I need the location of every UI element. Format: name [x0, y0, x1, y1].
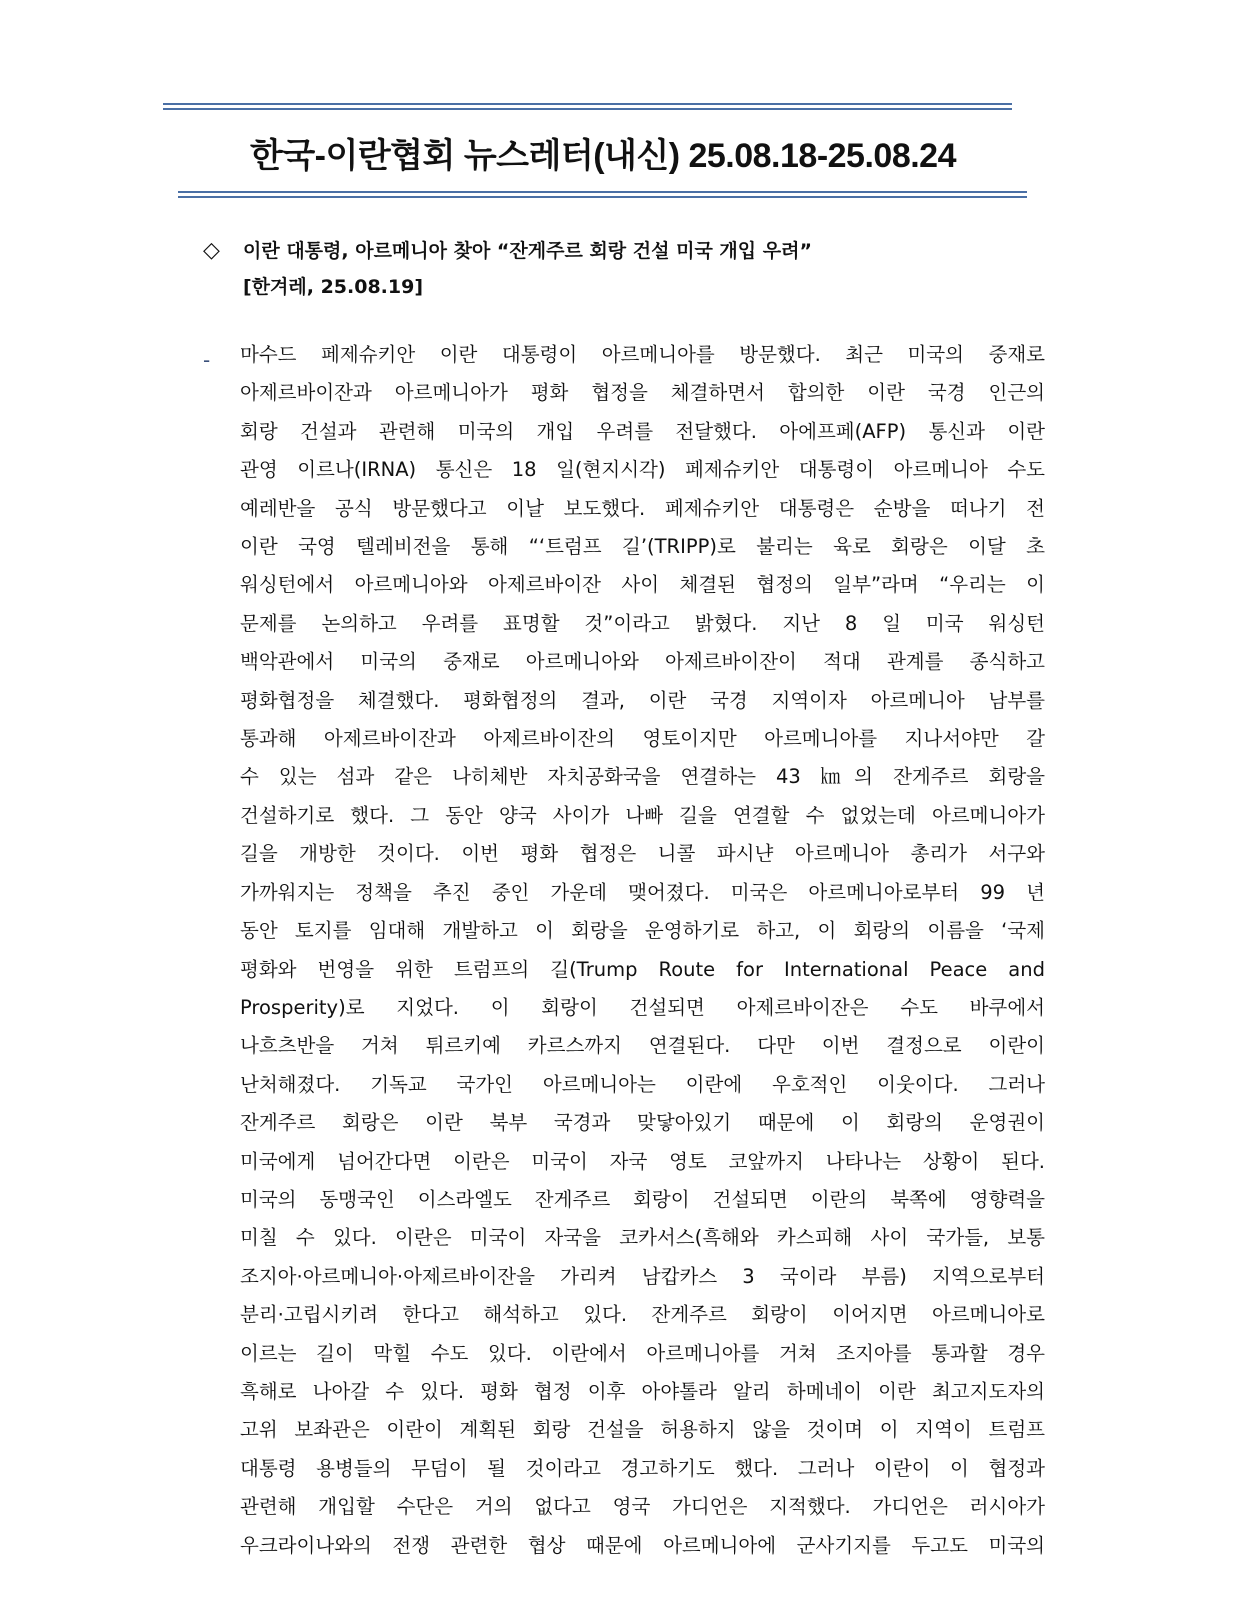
body-line: 우크라이나와의 전쟁 관련한 협상 때문에 아르메니아에 군사기지를 두고도 미국의: [240, 1533, 1045, 1557]
body-line: 고위 보좌관은 이란이 계획된 회랑 건설을 허용하지 않을 것이며 이 지역이 트럼프: [240, 1418, 1045, 1442]
body-line: 통과해 아제르바이잔과 아제르바이잔의 영토이지만 아르메니아를 지나서야만 갈: [240, 727, 1045, 751]
body-line: 평화협정을 체결했다. 평화협정의 결과, 이란 국경 지역이자 아르메니아 남부를: [240, 688, 1045, 712]
body-line: 가까워지는 정책을 추진 중인 가운데 맺어졌다. 미국은 아르메니아로부터 99 년: [240, 880, 1045, 904]
body-line: 대통령 용병들의 무덤이 될 것이라고 경고하기도 했다. 그러나 이란이 이 협정과: [240, 1456, 1045, 1480]
body-line: 미국에게 넘어간다면 이란은 미국이 자국 영토 코앞까지 나타나는 상황이 된다.: [240, 1149, 1045, 1173]
body-line: 미칠 수 있다. 이란은 미국이 자국을 코카서스(흑해와 카스피해 사이 국가들, 보통: [240, 1226, 1045, 1250]
body-line: 이르는 길이 막힐 수도 있다. 이란에서 아르메니아를 거쳐 조지아를 통과할 경우: [240, 1341, 1045, 1365]
article-body: [240, 336, 1045, 1606]
body-line: 나흐츠반을 거쳐 튀르키예 카르스까지 연결된다. 다만 이번 결정으로 이란이: [240, 1034, 1045, 1058]
body-line: 분리·고립시키려 한다고 해석하고 있다. 잔게주르 회랑이 이어지면 아르메니아로: [240, 1303, 1045, 1327]
body-line: 잔게주르 회랑은 이란 북부 국경과 맞닿아있기 때문에 이 회랑의 운영권이: [240, 1111, 1045, 1135]
body-line: 난처해졌다. 기독교 국가인 아르메니아는 이란에 우호적인 이웃이다. 그러나: [240, 1072, 1045, 1096]
body-line: 워싱턴에서 아르메니아와 아제르바이잔 사이 체결된 협정의 일부”라며 “우리는 이: [240, 573, 1045, 597]
body-line: 백악관에서 미국의 중재로 아르메니아와 아제르바이잔이 적대 관계를 종식하고: [240, 650, 1045, 674]
body-line: 관련해 개입할 수단은 거의 없다고 영국 가디언은 지적했다. 가디언은 러시아가: [240, 1495, 1045, 1519]
body-line: 회랑 건설과 관련해 미국의 개입 우려를 전달했다. 아에프페(AFP) 통신과 이란: [240, 419, 1045, 443]
body-line: 마수드 페제슈키안 이란 대통령이 아르메니아를 방문했다. 최근 미국의 중재로: [240, 343, 1045, 366]
body-line: 관영 이르나(IRNA) 통신은 18 일(현지시각) 페제슈키안 대통령이 아르메니아 수도: [240, 458, 1045, 482]
article-source: [한겨레, 25.08.19]: [243, 276, 424, 298]
body-line: 수 있는 섬과 같은 나히체반 자치공화국을 연결하는 43 ㎞의 잔게주르 회랑을: [240, 765, 1045, 789]
body-line: 아제르바이잔과 아르메니아가 평화 협정을 체결하면서 합의한 이란 국경 인근의: [240, 381, 1045, 405]
body-line: 동안 토지를 임대해 개발하고 이 회랑을 운영하기로 하고, 이 회랑의 이름을 ‘국제: [240, 919, 1045, 943]
article-headline-block: [203, 233, 1043, 305]
header-bottom-rule: [178, 191, 1027, 198]
bullet-dash: -: [203, 348, 211, 372]
body-line: 길을 개방한 것이다. 이번 평화 협정은 니콜 파시냔 아르메니아 총리가 서구와: [240, 842, 1045, 866]
body-line: 예레반을 공식 방문했다고 이날 보도했다. 페제슈키안 대통령은 순방을 떠나기 전: [240, 496, 1045, 520]
body-line: 조지아·아르메니아·아제르바이잔을 가리켜 남캅카스 3 국이라 부름) 지역으로부터: [240, 1264, 1045, 1288]
body-line: 평화와 번영을 위한 트럼프의 길(Trump Route for International Peace and: [240, 957, 1045, 981]
body-line: 문제를 논의하고 우려를 표명할 것”이라고 밝혔다. 지난 8 일 미국 워싱턴: [240, 611, 1045, 635]
body-line: 건설하기로 했다. 그 동안 양국 사이가 나빠 길을 연결할 수 없었는데 아르메니아가: [240, 803, 1045, 827]
body-line: 이란 국영 텔레비전을 통해 “‘트럼프 길’(TRIPP)로 불리는 육로 회랑은 이달 초: [240, 535, 1045, 559]
article-headline-line: [203, 233, 1043, 269]
newsletter-title: 한국-이란협회 뉴스레터(내신) 25.08.18-25.08.24: [249, 137, 956, 175]
article-headline: 이란 대통령, 아르메니아 찾아 “잔게주르 회랑 건설 미국 개입 우려”: [243, 240, 812, 262]
body-line: 미국의 동맹국인 이스라엘도 잔게주르 회랑이 건설되면 이란의 북쪽에 영향력을: [240, 1187, 1045, 1211]
diamond-icon: ◇: [203, 238, 220, 263]
body-line: 흑해로 나아갈 수 있다. 평화 협정 이후 아야톨라 알리 하메네이 이란 최고지도자의: [240, 1379, 1045, 1403]
header-top-rule: [163, 103, 1012, 110]
body-line: Prosperity)로 지었다. 이 회랑이 건설되면 아제르바이잔은 수도 바쿠에서: [240, 995, 1045, 1019]
